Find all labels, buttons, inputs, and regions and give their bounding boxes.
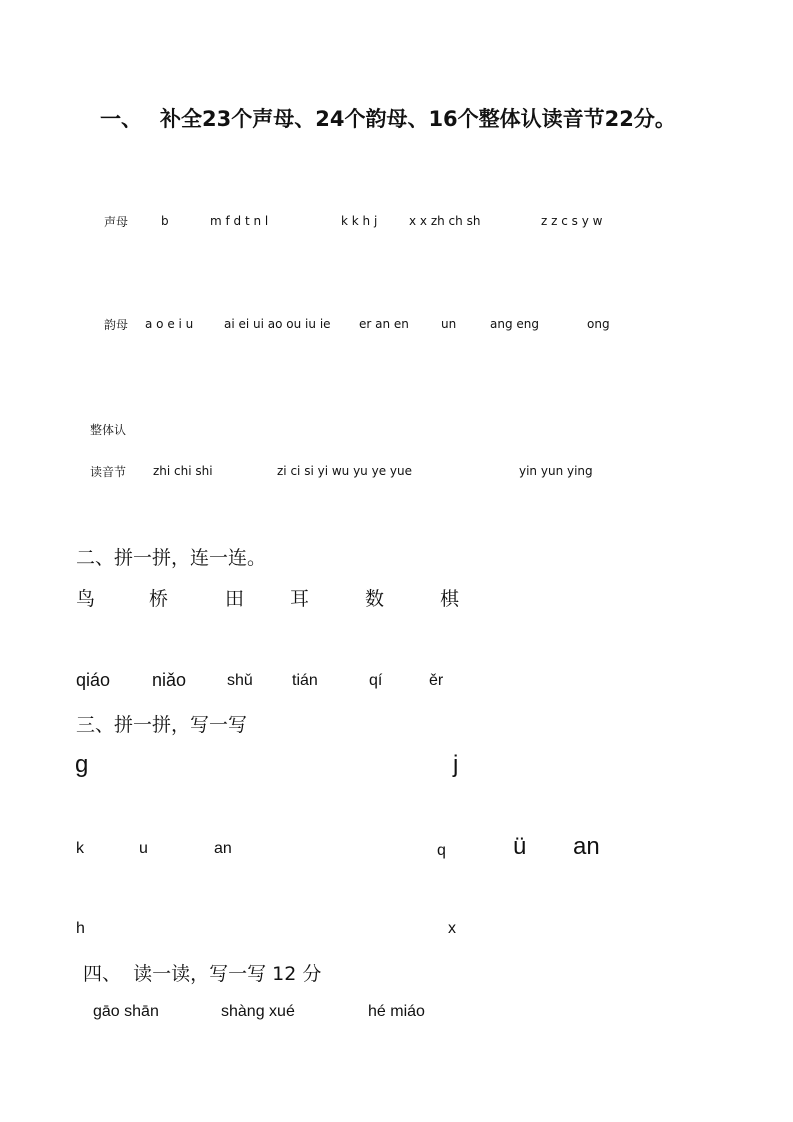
section3-title: 三、拼一拼，写一写 [76, 714, 248, 736]
pinyin-item: tián [292, 672, 318, 689]
initial-x: x [448, 920, 456, 937]
section2-title: 二、拼一拼，连一连。 [76, 547, 267, 569]
hanzi-item: 桥 [149, 588, 169, 610]
shengmu-item: x x zh ch sh [409, 214, 481, 228]
yunmu-item: un [441, 317, 457, 331]
hanzi-item: 鸟 [76, 588, 96, 610]
pinyin-item: shǔ [227, 672, 253, 689]
hanzi-item: 数 [365, 588, 385, 610]
zhengti-label-line1: 整体认 [90, 423, 127, 437]
yunmu-item: ong [587, 317, 610, 331]
hanzi-item: 棋 [440, 588, 460, 610]
shengmu-item: b [161, 214, 169, 228]
pinyin-item: qí [369, 672, 383, 689]
zhengti-label-line2: 读音节 [90, 465, 127, 479]
spell-item: an [214, 840, 232, 857]
word-item: shàng xué [221, 1003, 295, 1020]
pinyin-item: niǎo [152, 670, 187, 690]
yunmu-item: ang eng [490, 317, 539, 331]
section1-number: 一、 [100, 107, 142, 131]
spell-item: an [573, 833, 600, 860]
pinyin-item: qiáo [76, 670, 111, 690]
initial-h: h [76, 920, 85, 937]
spell-item: u [139, 840, 148, 857]
shengmu-item: k k h j [341, 214, 378, 228]
word-item: gāo shān [93, 1003, 159, 1020]
initial-j: j [453, 751, 459, 778]
spell-item: q [437, 842, 446, 859]
hanzi-item: 田 [225, 588, 245, 610]
yunmu-item: ai ei ui ao ou iu ie [224, 317, 331, 331]
zhengti-item: yin yun ying [519, 464, 593, 478]
shengmu-item: m f d t n l [210, 214, 269, 228]
pinyin-item: ěr [429, 672, 444, 689]
zhengti-item: zi ci si yi wu yu ye yue [277, 464, 412, 478]
spell-item: k [76, 840, 84, 857]
initial-g: g [75, 751, 89, 778]
zhengti-item: zhi chi shi [153, 464, 213, 478]
yunmu-label: 韵母 [104, 318, 129, 332]
yunmu-item: er an en [359, 317, 409, 331]
section1-title: 补全23个声母、24个韵母、16个整体认读音节22分。 [160, 107, 676, 131]
section4-title: 四、 读一读，写一写 12 分 [83, 963, 322, 985]
shengmu-item: z z c s y w [541, 214, 603, 228]
spell-item: ü [513, 833, 527, 860]
hanzi-item: 耳 [290, 588, 310, 610]
yunmu-item: a o e i u [145, 317, 194, 331]
word-item: hé miáo [368, 1003, 425, 1020]
shengmu-label: 声母 [104, 215, 129, 229]
